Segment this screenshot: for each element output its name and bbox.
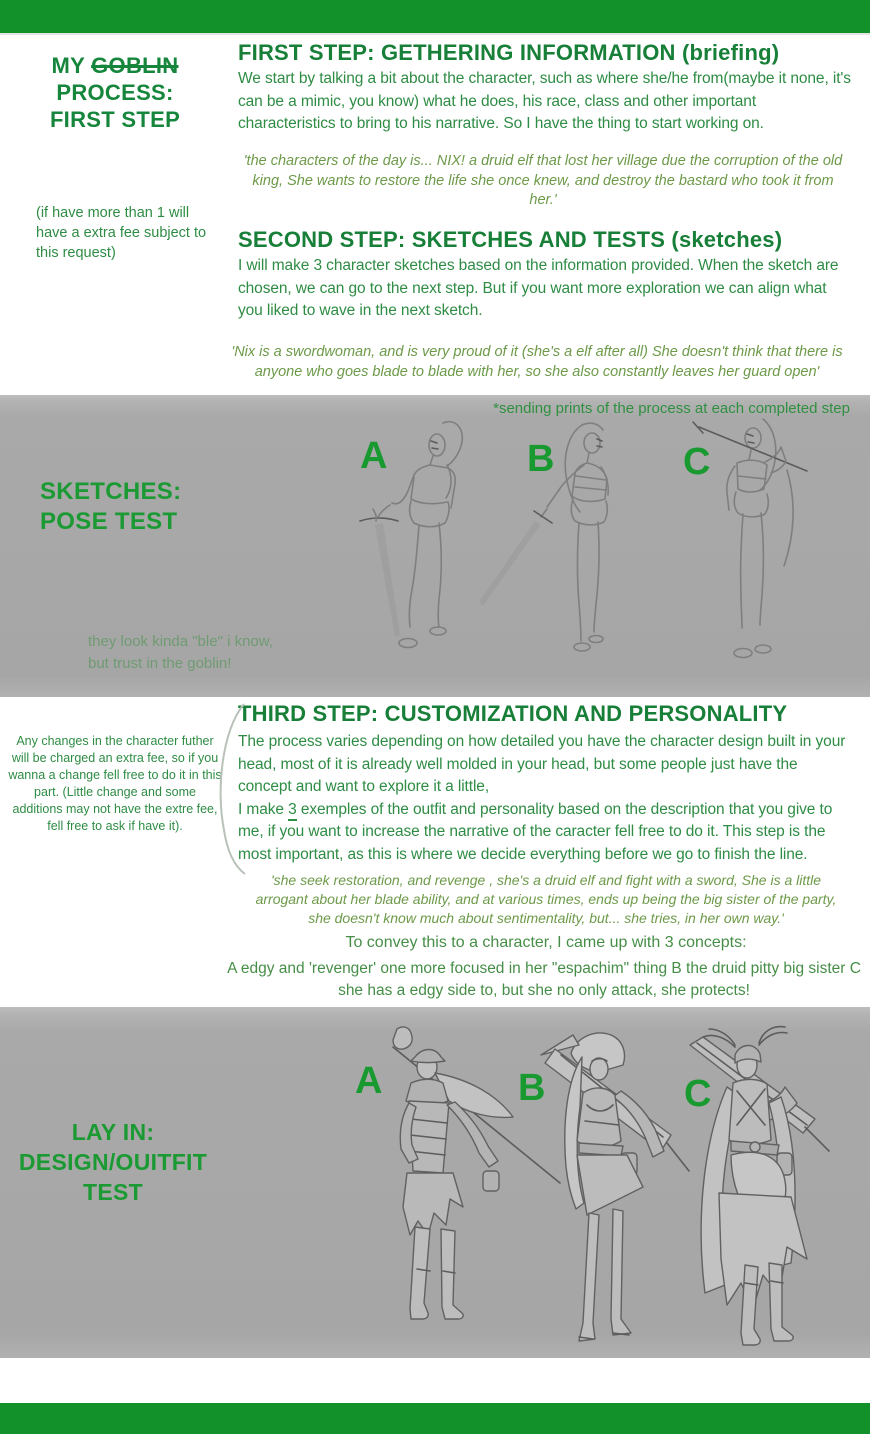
- page-title-line2: PROCESS:: [56, 80, 174, 105]
- step1-heading: FIRST STEP: GETHERING INFORMATION (briefing): [238, 40, 780, 65]
- step2-quote: 'Nix is a swordwoman, and is very proud of it (she's a elf after all) She doesn't think that there is anyone who goes blade to blade with her, so she also constantly leaves her guard open': [231, 344, 843, 380]
- outfit-label-b: B: [518, 1067, 546, 1109]
- page-title: [30, 52, 200, 133]
- step2-body: I will make 3 character sketches based on the information provided. When the sketch are chosen, we can go to the next step. But if you want more exploration we can align what you liked to wave in the next sketch.: [238, 257, 839, 319]
- title-struck-word: GOBLIN: [91, 53, 179, 78]
- pose-sketch-a: [360, 422, 462, 648]
- step3-quote: 'she seek restoration, and revenge , she's a druid elf and fight with a sword, She is a little arrogant about her blade ability, and at various times, ends up being the big sister of the party, she doesn't know much about sentimentality, but... she tries, in her own way.': [255, 872, 837, 926]
- step3-body-paragraph2: [238, 799, 854, 867]
- pose-sketch-c: [693, 419, 807, 658]
- title-prefix: MY: [51, 53, 92, 78]
- pose-test-caption: [88, 631, 273, 675]
- step1-body: We start by talking a bit about the character, such as where she/he from(maybe it none, it's can be a mimic, you know) what he does, his race, class and other important characteristics to bring to his narrative. So I have the thing to start working on.: [238, 70, 851, 132]
- outfit-title-line2: DESIGN/OUITFIT: [18, 1149, 208, 1175]
- outfit-sketches: [335, 1025, 860, 1355]
- outfit-sketch-c: [690, 1027, 829, 1345]
- outfit-label-a: A: [355, 1060, 383, 1102]
- step3-body2-number: 3: [288, 801, 297, 821]
- pose-sketch-b: [479, 423, 608, 651]
- step3-body: [238, 731, 854, 866]
- step3-body2-pre: I make: [238, 800, 289, 818]
- outfit-test-section: [0, 1007, 870, 1358]
- pose-test-title: [40, 477, 185, 537]
- step3-body2-post: exemples of the outfit and personality based on the description that you give to me, if you want to increase the narrative of the caracter fell free to do it. This step is the most important, as this is where we decide everything before we go to finish the line.: [238, 800, 833, 863]
- step3-heading: THIRD STEP: CUSTOMIZATION AND PERSONALITY: [238, 701, 788, 726]
- outfit-sketch-b: [541, 1033, 689, 1341]
- prints-note: *sending prints of the process at each completed step: [493, 400, 850, 417]
- outfit-test-title: [14, 1117, 212, 1207]
- pose-caption-line1: they look kinda "ble" i know,: [88, 633, 273, 650]
- changes-fee-note: Any changes in the character futher will be charged an extra fee, so if you wanna a change fell free to do it in this part. (Little change and some additions may not have the extre fee, fell free to ask if have it).: [8, 734, 222, 833]
- pose-test-title-line2: POSE TEST: [40, 508, 178, 535]
- pose-label-a: A: [360, 435, 388, 477]
- extra-fee-note: (if have more than 1 will have a extra fee subject to this request): [36, 205, 207, 261]
- page-title-line3: FIRST STEP: [49, 107, 181, 132]
- pose-test-title-line1: SKETCHES:: [40, 478, 182, 505]
- outfit-label-c: C: [684, 1073, 712, 1115]
- pose-label-c: C: [683, 441, 711, 483]
- concepts-text: A edgy and 'revenger' one more focused in her "espachim" thing B the druid pitty big sister C she has a edgy side to, but she no only attack, she protects!: [227, 960, 861, 999]
- top-green-bar: [0, 0, 870, 35]
- pose-caption-line2: but trust in the goblin!: [88, 655, 232, 672]
- step2-heading: SECOND STEP: SKETCHES AND TESTS (sketches): [238, 227, 783, 252]
- pose-sketches: [335, 413, 850, 683]
- outfit-title-line3: TEST: [83, 1179, 143, 1205]
- step1-quote: 'the characters of the day is... NIX! a druid elf that lost her village due the corruption of the old king, She wants to restore the life she once knew, and destroy the bastard who took it from her.': [243, 153, 843, 208]
- outfit-title-line1: LAY IN:: [71, 1119, 155, 1145]
- pose-label-b: B: [527, 438, 555, 480]
- step3-body-paragraph1: The process varies depending on how detailed you have the character design built in your head, most of it is already well molded in your head, but some people just have the concept and want to explore it a little,: [238, 733, 846, 795]
- concepts-intro: To convey this to a character, I came up with 3 concepts:: [345, 934, 747, 951]
- pose-test-section: [0, 395, 870, 697]
- bottom-green-bar: [0, 1403, 870, 1434]
- page-title-line1: [30, 52, 200, 79]
- outfit-sketch-a: [393, 1027, 560, 1319]
